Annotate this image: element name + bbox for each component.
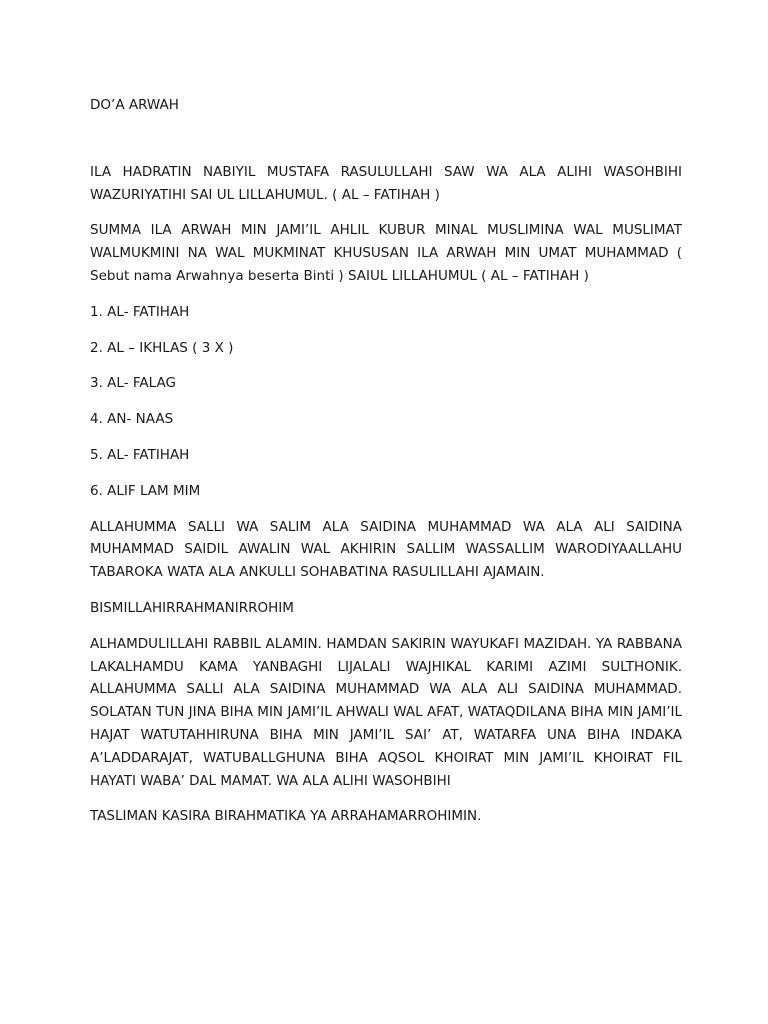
paragraph-basmalah: BISMILLAHIRRAHMANIRROHIM <box>90 599 294 616</box>
paragraph-salawat: ALLAHUMMA SALLI WA SALIM ALA SAIDINA MUHAMMAD WA ALA ALI SAIDINA MUHAMMAD SAIDIL AWALIN WAL AKHIRIN SALLIM WASSALLIM WARODIYAALLAHU TABAROKA WATA ALA ANKULLI SOHABATINA RASULILLAHI AJAMAIN. <box>90 518 682 581</box>
list-item: 3. AL- FALAG <box>90 375 176 392</box>
list-item: 5. AL- FATIHAH <box>90 446 190 463</box>
paragraph-dedication: ILA HADRATIN NABIYIL MUSTAFA RASULULLAHI SAW WA ALA ALIHI WASOHBIHI WAZURIYATIHI SAI UL LILLAHUMUL. ( AL – FATIHAH ) <box>90 163 682 203</box>
list-item: 1. AL- FATIHAH <box>90 303 190 320</box>
list-item: 6. ALIF LAM MIM <box>90 482 201 499</box>
paragraph-closing: TASLIMAN KASIRA BIRAHMATIKA YA ARRAHAMARROHIMIN. <box>90 808 482 825</box>
document-body <box>90 94 682 841</box>
list-item: 2. AL – IKHLAS ( 3 X ) <box>90 339 234 356</box>
list-item: 4. AN- NAAS <box>90 411 174 428</box>
document-title: DO’A ARWAH <box>90 97 179 113</box>
paragraph-summa: SUMMA ILA ARWAH MIN JAMI’IL AHLIL KUBUR MINAL MUSLIMINA WAL MUSLIMAT WALMUKMINI NA WAL MUKMINAT KHUSUSAN ILA ARWAH MIN UMAT MUHAMMAD ( Sebut nama Arwahnya beserta Binti ) SAIUL LILLAHUMUL ( AL – FATIHAH ) <box>90 222 682 284</box>
paragraph-alhamdulillah: ALHAMDULILLAHI RABBIL ALAMIN. HAMDAN SAKIRIN WAYUKAFI MAZIDAH. YA RABBANA LAKALHAMDU KAMA YANBAGHI LIJALALI WAJHIKAL KARIMI AZIMI SULTHONIK. ALLAHUMMA SALLI ALA SAIDINA MUHAMMAD WA ALA ALI SAIDINA MUHAMMAD. SOLATAN TUN JINA BIHA MIN JAMI’IL AHWALI WAL AFAT, WATAQDILANA BIHA MIN JAMI’IL HAJAT WATUTAHHIRUNA BIHA MIN JAMI’IL SAI’ AT, WATARFA UNA BIHA INDAKA A’LADDARAJAT, WATUBALLGHUNA BIHA AQSOL KHOIRAT MIN JAMI’IL KHOIRAT FIL HAYATI WABA’ DAL MAMAT. WA ALA ALIHI WASOHBIHI <box>90 635 682 789</box>
